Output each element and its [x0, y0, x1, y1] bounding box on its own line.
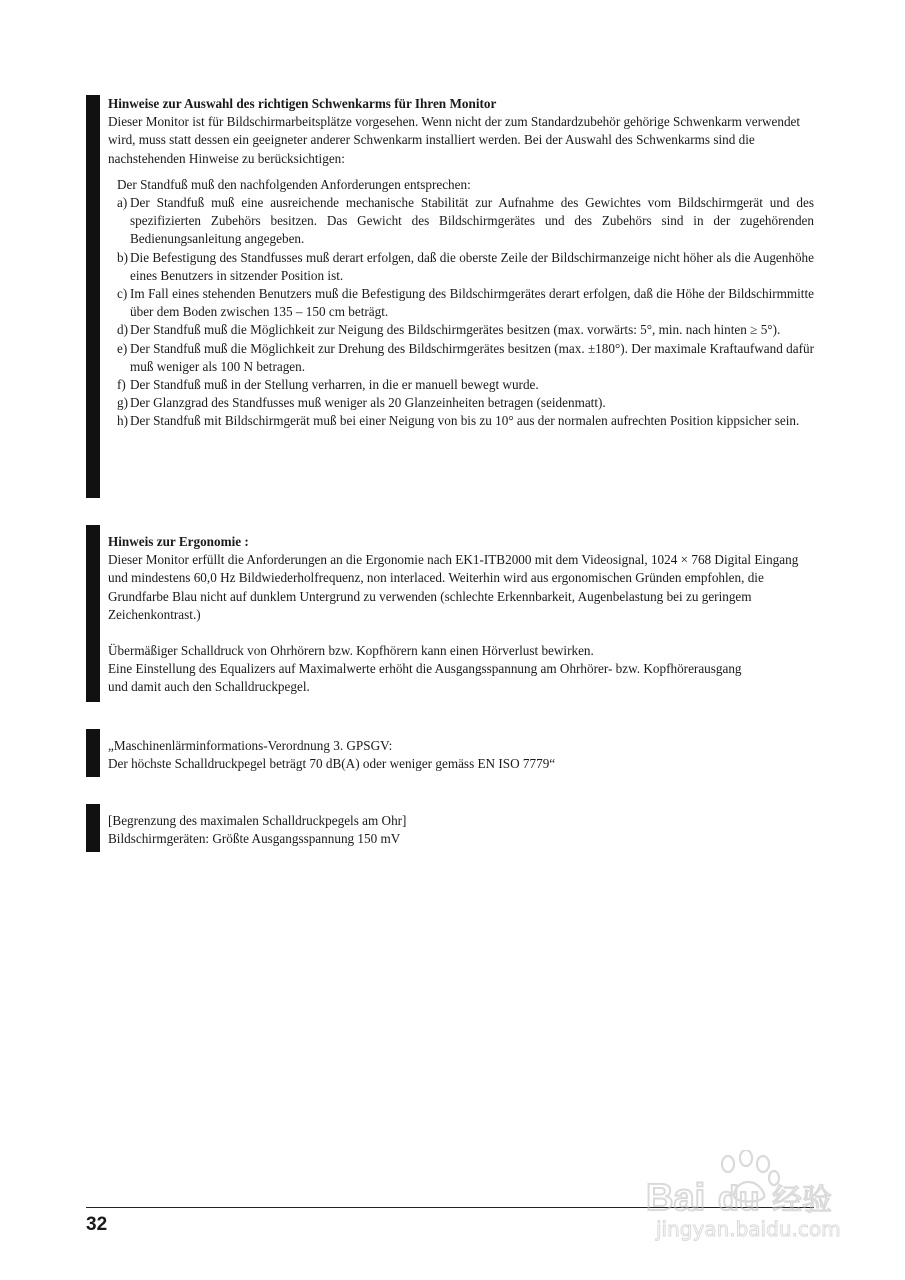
- list-item: [117, 321, 814, 339]
- list-item: [117, 412, 814, 430]
- sound-limit-text: Bildschirmgeräten: Größte Ausgangsspannung 150 mV: [108, 831, 401, 847]
- section-title: Hinweise zur Auswahl des richtigen Schwenkarms für Ihren Monitor: [108, 96, 497, 111]
- baidu-watermark: [642, 1150, 852, 1250]
- list-item-letter: b): [117, 249, 128, 265]
- section-content: [108, 95, 814, 431]
- regulation-text: Der höchste Schalldruckpegel beträgt 70 dB(A) oder weniger gemäss EN ISO 7779“: [108, 756, 556, 772]
- watermark-brand: Bai: [646, 1177, 706, 1219]
- hearing-warning: Übermäßiger Schalldruck von Ohrhörern bzw. Kopfhörern kann einen Hörverlust bewirken.: [108, 643, 594, 659]
- requirements-intro: Der Standfuß muß den nachfolgenden Anforderungen entsprechen:: [117, 176, 471, 192]
- watermark-brand-cn: 经验: [772, 1183, 832, 1218]
- list-item-text: Der Standfuß muß eine ausreichende mechanische Stabilität zur Aufnahme des Gewichtes vom Bildschirmgerät und des spezifizierten Zubehörs besitzen. Das Gewicht des Bildschirmgerätes und des Zubehörs sind in der zugehörenden Bedienungsanleitung angegeben.: [130, 195, 814, 247]
- list-item-text: Der Glanzgrad des Standfusses muß weniger als 20 Glanzeinheiten betragen (seidenmatt).: [130, 395, 606, 411]
- list-item-text: Der Standfuß muß die Möglichkeit zur Drehung des Bildschirmgerätes besitzen (max. ±180°). Der maximale Kraftaufwand dafür muß weniger als 100 N betragen.: [130, 340, 814, 374]
- section-ergonomics: [86, 525, 814, 702]
- section-marker-bar: [86, 525, 100, 702]
- section-content: [108, 533, 814, 697]
- list-item-letter: a): [117, 195, 128, 211]
- section-intro: Dieser Monitor ist für Bildschirmarbeitsplätze vorgesehen. Wenn nicht der zum Standardzubehör gehörige Schwenkarm verwendet wird, muss statt dessen ein geeigneter anderer Schwenkarm installiert werden. Bei der Auswahl des Schwenkarms sind die nachstehenden Hinweise zu berücksichtigen:: [108, 114, 801, 166]
- regulation-title: „Maschinenlärminformations-Verordnung 3. GPSGV:: [108, 738, 393, 753]
- section-marker-bar: [86, 804, 100, 852]
- section-title: Hinweis zur Ergonomie :: [108, 534, 249, 549]
- list-item-text: Im Fall eines stehenden Benutzers muß die Befestigung des Bildschirmgerätes derart erfolgen, daß die Höhe der Bildschirmmitte über dem Boden zwischen 135 – 150 cm beträgt.: [130, 286, 814, 320]
- list-item-letter: e): [117, 340, 128, 356]
- watermark-brand-du: du: [718, 1180, 760, 1218]
- list-item-letter: d): [117, 322, 128, 338]
- paw-icon: [642, 1150, 852, 1250]
- list-item-letter: c): [117, 286, 128, 302]
- watermark-url: jingyan.baidu.com: [656, 1217, 841, 1241]
- list-item: [117, 376, 814, 394]
- section-content: [108, 812, 814, 848]
- section-sound-limit: [86, 804, 814, 852]
- requirements-list: [117, 176, 814, 431]
- list-item-text: Der Standfuß muß die Möglichkeit zur Neigung des Bildschirmgerätes besitzen (max. vorwärts: 5°, min. nach hinten ≥ 5°).: [130, 322, 781, 338]
- page-number: 32: [86, 1214, 108, 1235]
- list-item: [117, 249, 814, 285]
- list-item: [117, 194, 814, 249]
- list-item-letter: g): [117, 395, 128, 411]
- section-marker-bar: [86, 729, 100, 777]
- sound-limit-title: [Begrenzung des maximalen Schalldruckpegels am Ohr]: [108, 813, 407, 828]
- list-item-text: Der Standfuß muß in der Stellung verharren, in die er manuell bewegt wurde.: [130, 377, 539, 393]
- list-item-letter: f): [117, 377, 126, 393]
- section-swivel-arm: [86, 95, 814, 498]
- ergonomics-text: Dieser Monitor erfüllt die Anforderungen an die Ergonomie nach EK1-ITB2000 mit dem Videosignal, 1024 × 768 Digital Eingang und mindestens 60,0 Hz Bildwiederholfrequenz, non interlaced. Weiterhin wird aus ergonomischen Gründen empfohlen, die Grundfarbe Blau nicht auf dunklem Untergrund zu verwenden (schlechte Erkennbarkeit, Augenbelastung bei zu geringem Zeichenkontrast.): [108, 552, 799, 622]
- list-item: [117, 285, 814, 321]
- section-noise-regulation: [86, 729, 814, 777]
- section-content: [108, 737, 814, 773]
- list-item: [117, 340, 814, 376]
- equalizer-warning: Eine Einstellung des Equalizers auf Maximalwerte erhöht die Ausgangsspannung am Ohrhörer- bzw. Kopfhörerausgang und damit auch den Schalldruckpegel.: [108, 661, 742, 695]
- section-marker-bar: [86, 95, 100, 498]
- list-item-text: Der Standfuß mit Bildschirmgerät muß bei einer Neigung von bis zu 10° aus der normalen aufrechten Position kippsicher sein.: [130, 413, 800, 429]
- list-item-text: Die Befestigung des Standfusses muß derart erfolgen, daß die oberste Zeile der Bildschirmanzeige nicht höher als die Augenhöhe eines Benutzers in sitzender Position ist.: [130, 249, 814, 283]
- list-item: [117, 394, 814, 412]
- list-item-letter: h): [117, 413, 128, 429]
